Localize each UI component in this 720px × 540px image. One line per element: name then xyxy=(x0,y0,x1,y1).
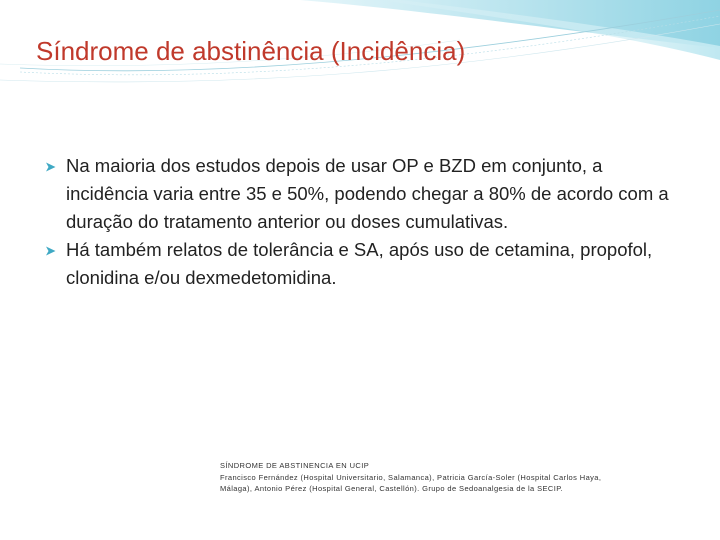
arrow-bullet-icon xyxy=(45,161,57,173)
arrow-bullet-icon xyxy=(45,245,57,257)
bullet-list xyxy=(44,152,684,292)
footer-credits xyxy=(220,460,640,495)
footer-authors-line-2: Málaga), Antonio Pérez (Hospital General, Castellón). Grupo de Sedoanalgesia de la SECIP. xyxy=(220,484,564,493)
bullet-text: Há também relatos de tolerância e SA, após uso de cetamina, propofol, clonidina e/ou dexmedetomidina. xyxy=(66,239,653,288)
footer-authors-line-1: Francisco Fernández (Hospital Universitario, Salamanca), Patricia García-Soler (Hospital Carlos Haya, xyxy=(220,472,602,482)
bullet-item xyxy=(44,152,684,236)
bullet-item xyxy=(44,236,684,292)
bullet-text: Na maioria dos estudos depois de usar OP e BZD em conjunto, a incidência varia entre 35 e 50%, podendo chegar a 80% de acordo com a duração do tratamento anterior ou doses cumulativas. xyxy=(66,155,669,232)
footer-title: SÍNDROME DE ABSTINENCIA EN UCIP xyxy=(220,461,370,470)
slide-title: Síndrome de abstinência (Incidência) xyxy=(36,36,466,66)
